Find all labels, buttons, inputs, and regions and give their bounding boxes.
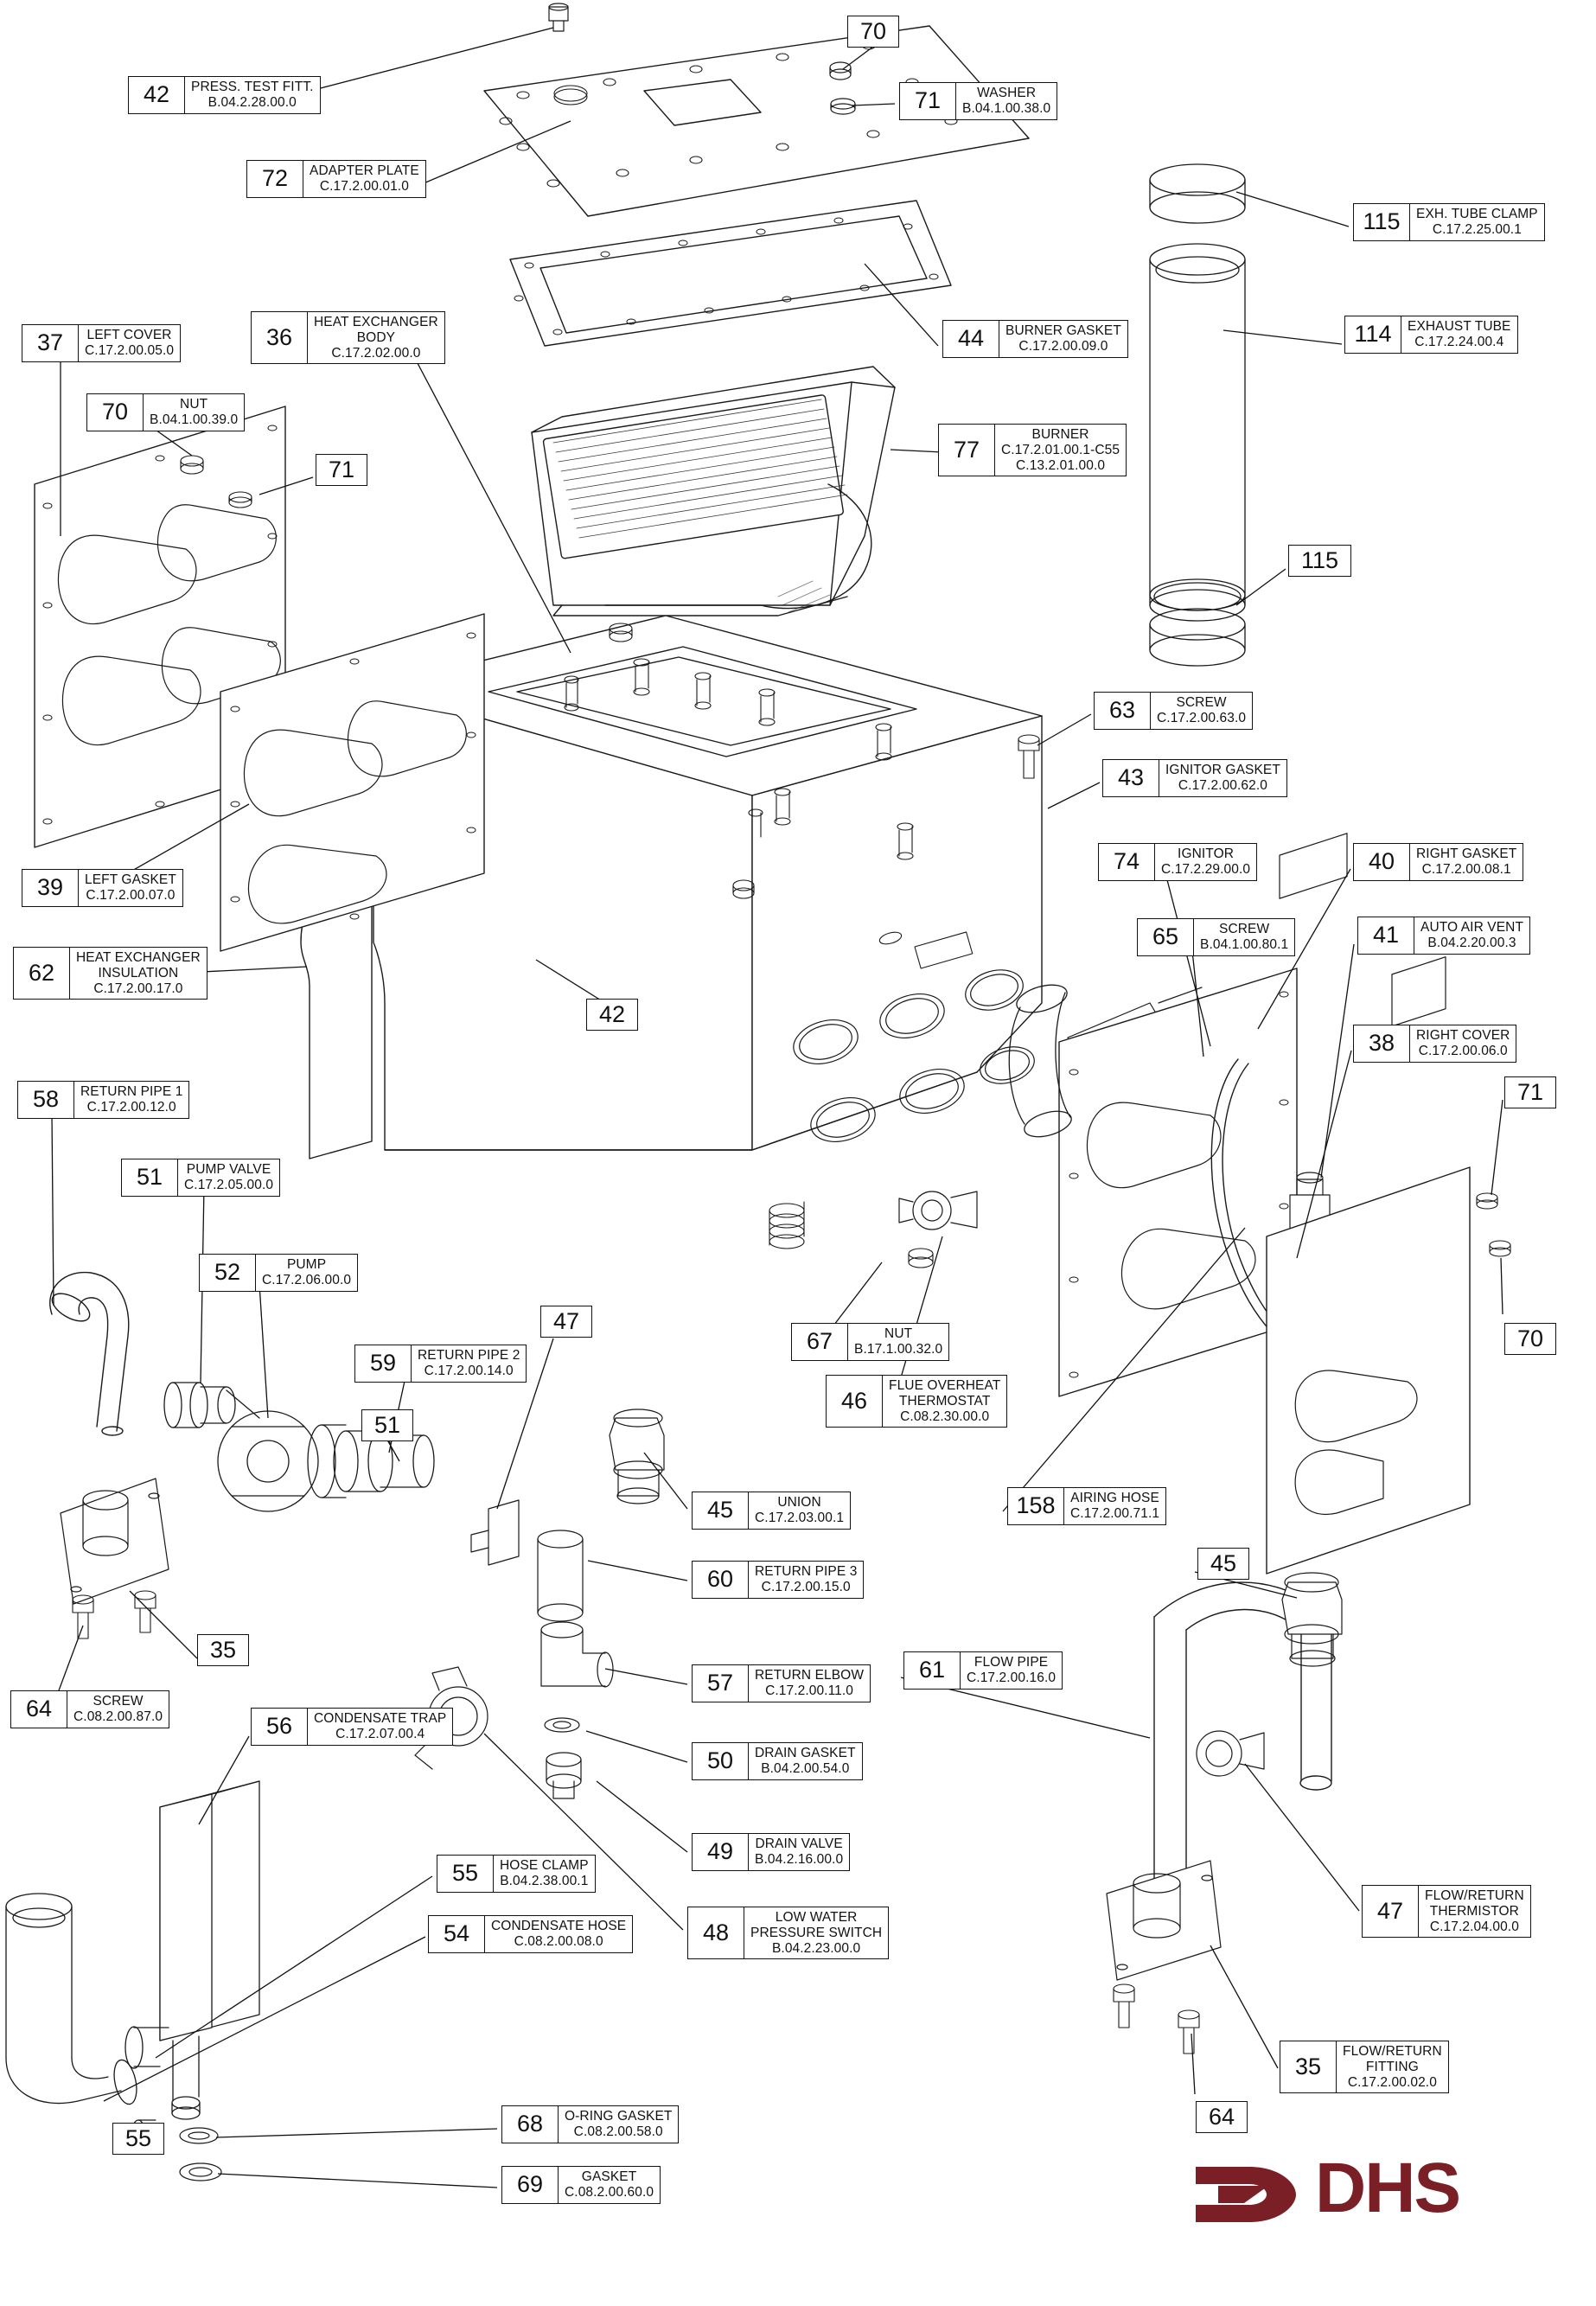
callout-text-line: B.04.1.00.80.1: [1200, 936, 1289, 952]
callout-65: [1137, 918, 1295, 956]
callout-62: [13, 947, 207, 1000]
callout-text-line: C.17.2.00.62.0: [1178, 777, 1267, 793]
callout-text-line: C.17.2.00.63.0: [1157, 710, 1247, 725]
dhs-logo: [1189, 2149, 1509, 2233]
callout-text-line: B.17.1.00.32.0: [854, 1341, 943, 1357]
callout-text: [1410, 1025, 1516, 1062]
callout-number: 45: [693, 1492, 749, 1529]
callout-text-line: C.13.2.01.00.0: [1016, 457, 1106, 473]
callout-text: [749, 1834, 849, 1870]
callout-58: [17, 1081, 189, 1119]
callout-number: 61: [904, 1652, 961, 1689]
callout-number: 59: [355, 1345, 412, 1382]
callout-text: [144, 394, 244, 431]
callout-43: [1102, 759, 1287, 797]
callout-number: 35: [210, 1637, 237, 1663]
callout-number: 69: [502, 2167, 559, 2203]
callout-39: [22, 869, 183, 907]
callout-text-line: C.17.2.00.16.0: [967, 1670, 1057, 1685]
callout-text-line: DRAIN GASKET: [755, 1746, 856, 1760]
callout-text-line: B.04.1.00.38.0: [962, 100, 1051, 116]
callout-64: [10, 1690, 169, 1728]
callout-text-line: THERMISTOR: [1429, 1903, 1519, 1919]
callout-text-line: GASKET: [581, 2169, 637, 2184]
callout-number: 55: [125, 2125, 152, 2151]
callout-59: [354, 1345, 527, 1383]
callout-number: 70: [87, 394, 144, 431]
callout-number: 51: [374, 1412, 401, 1438]
callout-text-line: HOSE CLAMP: [500, 1858, 589, 1873]
callout-text-line: IGNITOR GASKET: [1165, 763, 1280, 777]
callout-number: 115: [1354, 204, 1410, 240]
callout-text: [1155, 844, 1256, 880]
callout-number: 70: [1517, 1325, 1544, 1351]
callout-text-line: C.17.2.00.71.1: [1070, 1505, 1160, 1521]
callout-text-line: C.17.2.07.00.4: [335, 1726, 425, 1741]
callout-text-line: C.08.2.00.08.0: [514, 1933, 603, 1949]
callout-text-line: BURNER GASKET: [1005, 323, 1121, 338]
callout-47: [540, 1306, 592, 1338]
callout-text: [1337, 2041, 1448, 2092]
callout-70: [847, 16, 899, 48]
callout-text: [744, 1907, 888, 1958]
callout-text-line: FLUE OVERHEAT: [889, 1378, 1001, 1393]
callout-64: [1196, 2101, 1248, 2133]
callout-text: [749, 1562, 863, 1598]
callout-72: [246, 160, 426, 198]
callout-text-line: C.17.2.00.07.0: [86, 887, 176, 903]
callout-text-line: C.17.2.00.05.0: [85, 342, 175, 358]
callout-45: [692, 1492, 851, 1530]
callout-text: [79, 325, 180, 361]
callout-45: [1197, 1548, 1249, 1580]
callout-text-line: C.17.2.00.06.0: [1418, 1043, 1508, 1058]
callout-text-line: C.17.2.25.00.1: [1432, 221, 1522, 237]
callout-text-line: B.04.2.23.00.0: [771, 1940, 861, 1956]
callout-text: [256, 1255, 357, 1291]
callout-number: 38: [1354, 1025, 1410, 1062]
callout-52: [199, 1254, 358, 1292]
callout-number: 48: [688, 1907, 744, 1958]
callout-text-line: RETURN PIPE 3: [755, 1564, 858, 1579]
callout-text: [1159, 760, 1286, 796]
callout-text-line: C.08.2.00.60.0: [565, 2184, 654, 2200]
callout-text-line: LEFT GASKET: [85, 872, 176, 887]
callout-number: 45: [1210, 1550, 1237, 1576]
callout-number: 74: [1099, 844, 1155, 880]
callout-text-line: C.17.2.00.17.0: [93, 981, 183, 996]
callout-number: 58: [18, 1082, 74, 1118]
callout-text-line: SCREW: [93, 1694, 144, 1709]
callout-text-line: C.17.2.00.02.0: [1347, 2074, 1437, 2090]
callout-37: [22, 324, 181, 362]
callout-text: [883, 1376, 1006, 1427]
callout-text: [1410, 204, 1544, 240]
callout-text-line: C.17.2.24.00.4: [1414, 334, 1504, 349]
callout-text-line: RIGHT COVER: [1416, 1028, 1510, 1043]
callout-text-line: C.08.2.30.00.0: [900, 1409, 990, 1424]
callout-35: [1280, 2041, 1449, 2093]
callout-55: [112, 2123, 164, 2155]
callout-text: [749, 1743, 862, 1779]
callout-text: [308, 1709, 452, 1745]
callout-50: [692, 1742, 863, 1780]
callout-69: [501, 2166, 661, 2204]
callout-text-line: FITTING: [1365, 2059, 1419, 2074]
callout-text-line: NUT: [180, 397, 208, 412]
callout-number: 50: [693, 1743, 749, 1779]
callout-text-line: O-RING GASKET: [565, 2109, 673, 2124]
callout-number: 63: [1095, 693, 1151, 729]
callout-text-line: EXH. TUBE CLAMP: [1416, 207, 1538, 221]
callout-text-line: RETURN ELBOW: [755, 1668, 865, 1683]
callout-text-line: PUMP VALVE: [186, 1162, 271, 1177]
callout-text-line: ADAPTER PLATE: [310, 163, 419, 178]
callout-60: [692, 1561, 864, 1599]
callout-61: [903, 1651, 1063, 1690]
callout-63: [1094, 692, 1253, 730]
callout-text: [303, 161, 425, 197]
callout-text-line: SCREW: [1176, 695, 1227, 710]
callout-number: 158: [1008, 1488, 1064, 1524]
callout-text-line: INSULATION: [98, 965, 179, 981]
callout-number: 115: [1301, 547, 1339, 573]
callout-text: [74, 1082, 188, 1118]
callout-text: [749, 1492, 850, 1529]
callout-number: 47: [553, 1308, 580, 1334]
callout-text-line: B.04.2.00.54.0: [761, 1760, 850, 1776]
callout-text-line: C.17.2.03.00.1: [755, 1510, 845, 1525]
callout-text-line: C.08.2.00.58.0: [573, 2124, 663, 2139]
callout-text-line: C.17.2.00.14.0: [424, 1363, 514, 1378]
callout-text-line: C.17.2.00.08.1: [1421, 861, 1511, 877]
dhs-logo-text: DHS: [1315, 2149, 1460, 2227]
callout-text-line: NUT: [884, 1326, 913, 1341]
callout-42: [586, 999, 638, 1031]
callout-67: [791, 1323, 949, 1361]
callout-text: [67, 1691, 169, 1728]
callout-77: [938, 424, 1127, 476]
callout-number: 44: [943, 321, 999, 357]
callout-36: [251, 311, 445, 364]
callout-text-line: EXHAUST TUBE: [1408, 319, 1511, 334]
callout-text-line: RIGHT GASKET: [1416, 846, 1517, 861]
callout-number: 64: [1209, 2104, 1235, 2130]
callout-71: [899, 82, 1057, 120]
callout-text-line: C.17.2.01.00.1-C55: [1001, 442, 1120, 457]
callout-text-line: B.04.2.16.00.0: [755, 1851, 844, 1867]
callout-40: [1353, 843, 1523, 881]
callout-44: [942, 320, 1128, 358]
callout-number: 51: [122, 1159, 178, 1196]
callout-text-line: C.17.2.00.12.0: [86, 1099, 176, 1115]
callout-text: [1410, 844, 1523, 880]
callout-number: 43: [1103, 760, 1159, 796]
callout-text-line: SCREW: [1219, 922, 1270, 936]
callout-text-line: HEAT EXCHANGER: [76, 950, 201, 965]
callout-49: [692, 1833, 850, 1871]
callout-text-line: UNION: [777, 1495, 821, 1510]
callout-text-line: FLOW PIPE: [974, 1655, 1049, 1670]
callout-text-line: C.17.2.02.00.0: [331, 345, 421, 361]
callout-text: [559, 2167, 660, 2203]
callout-text: [308, 312, 444, 363]
callout-text: [1401, 316, 1517, 353]
callout-text: [178, 1159, 279, 1196]
callout-text: [559, 2106, 678, 2143]
callout-text-line: B.04.1.00.39.0: [150, 412, 239, 427]
callout-number: 57: [693, 1665, 749, 1702]
callout-text-line: AUTO AIR VENT: [1420, 920, 1524, 935]
callout-number: 71: [1517, 1079, 1544, 1105]
callout-number: 77: [939, 425, 995, 476]
callout-text-line: C.17.2.04.00.0: [1429, 1919, 1519, 1934]
callout-text: [494, 1856, 595, 1892]
callout-text-line: C.17.2.00.11.0: [765, 1683, 854, 1698]
callout-text-line: DRAIN VALVE: [755, 1836, 843, 1851]
callout-text: [1194, 919, 1294, 955]
callout-text-line: BURNER: [1031, 427, 1089, 442]
callout-text-line: C.17.2.00.01.0: [319, 178, 409, 194]
callout-number: 37: [22, 325, 79, 361]
callout-text-line: FLOW/RETURN: [1343, 2044, 1442, 2059]
callout-number: 52: [200, 1255, 256, 1291]
callout-51: [361, 1409, 413, 1441]
callout-number: 40: [1354, 844, 1410, 880]
callout-number: 56: [252, 1709, 308, 1745]
callout-51: [121, 1159, 280, 1197]
callout-text-line: CONDENSATE TRAP: [314, 1711, 447, 1726]
callout-text: [749, 1665, 870, 1702]
callout-70: [1504, 1323, 1556, 1355]
callout-text-line: BODY: [356, 329, 396, 345]
callout-text-line: WASHER: [977, 86, 1037, 100]
callout-70: [86, 393, 245, 431]
callout-54: [428, 1915, 633, 1953]
callout-46: [826, 1375, 1007, 1428]
callout-71: [316, 454, 367, 486]
callout-text: [956, 83, 1057, 119]
callout-text-line: C.17.2.05.00.0: [184, 1177, 274, 1192]
callout-74: [1098, 843, 1257, 881]
callout-number: 47: [1363, 1886, 1419, 1937]
callout-number: 39: [22, 870, 79, 906]
callout-47: [1362, 1885, 1531, 1938]
callout-text: [995, 425, 1126, 476]
callout-text: [1151, 693, 1252, 729]
callout-text-line: LOW WATER: [775, 1910, 858, 1925]
callout-number: 67: [792, 1324, 848, 1360]
callout-number: 70: [860, 18, 887, 44]
callout-56: [251, 1708, 453, 1746]
callout-text: [999, 321, 1127, 357]
callout-text: [1419, 1886, 1530, 1937]
callout-text: [70, 948, 207, 999]
callout-text: [1064, 1488, 1165, 1524]
callout-55: [437, 1855, 596, 1893]
callout-text-line: RETURN PIPE 2: [418, 1348, 520, 1363]
callout-number: 72: [247, 161, 303, 197]
callout-text-line: THERMOSTAT: [898, 1393, 991, 1409]
callout-114: [1344, 316, 1518, 354]
callout-text-line: C.17.2.00.15.0: [761, 1579, 851, 1594]
callout-text-line: AIRING HOSE: [1070, 1491, 1159, 1505]
callout-number: 68: [502, 2106, 559, 2143]
callout-text-line: PRESS. TEST FITT.: [191, 80, 314, 94]
callout-number: 41: [1358, 917, 1414, 954]
callout-number: 46: [827, 1376, 883, 1427]
callout-number: 64: [11, 1691, 67, 1728]
callout-text-line: B.04.2.28.00.0: [207, 94, 297, 110]
callout-number: 114: [1345, 316, 1401, 353]
callout-158: [1007, 1487, 1166, 1525]
callout-text: [185, 77, 320, 113]
callout-number: 65: [1138, 919, 1194, 955]
callout-text-line: HEAT EXCHANGER: [314, 315, 438, 329]
callout-48: [687, 1907, 889, 1959]
callout-text-line: RETURN PIPE 1: [80, 1084, 183, 1099]
callout-71: [1504, 1076, 1556, 1108]
callout-number: 49: [693, 1834, 749, 1870]
callout-text: [412, 1345, 526, 1382]
callout-text-line: PUMP: [286, 1257, 327, 1272]
callout-text-line: CONDENSATE HOSE: [491, 1919, 627, 1933]
callout-text-line: LEFT COVER: [86, 328, 172, 342]
callout-38: [1353, 1025, 1516, 1063]
callout-text-line: C.08.2.00.87.0: [73, 1709, 163, 1724]
callout-text: [79, 870, 182, 906]
callout-number: 60: [693, 1562, 749, 1598]
callout-number: 36: [252, 312, 308, 363]
callout-text: [485, 1916, 632, 1952]
callout-number: 71: [900, 83, 956, 119]
callout-number: 42: [129, 77, 185, 113]
callout-text: [1414, 917, 1529, 954]
callout-text-line: FLOW/RETURN: [1425, 1888, 1524, 1903]
callout-number: 55: [437, 1856, 494, 1892]
callout-text-line: C.17.2.29.00.0: [1161, 861, 1251, 877]
callout-text-line: B.04.2.38.00.1: [500, 1873, 589, 1888]
callout-68: [501, 2105, 679, 2143]
dhs-logo-mark: [1189, 2153, 1310, 2233]
callout-115: [1353, 203, 1545, 241]
callout-42: [128, 76, 321, 114]
callout-number: 54: [429, 1916, 485, 1952]
callout-text: [961, 1652, 1062, 1689]
callout-41: [1357, 917, 1530, 955]
callout-number: 35: [1280, 2041, 1337, 2092]
callout-text-line: IGNITOR: [1178, 846, 1235, 861]
callout-number: 62: [14, 948, 70, 999]
callout-text-line: C.17.2.00.09.0: [1018, 338, 1108, 354]
callout-text-line: C.17.2.06.00.0: [262, 1272, 352, 1287]
callout-number: 42: [599, 1001, 626, 1027]
callout-text-line: B.04.2.20.00.3: [1427, 935, 1516, 950]
callout-number: 71: [329, 457, 355, 482]
callout-57: [692, 1664, 871, 1702]
callout-text: [848, 1324, 948, 1360]
callout-115: [1288, 545, 1351, 577]
callout-text-line: PRESSURE SWITCH: [750, 1925, 883, 1940]
callout-35: [197, 1634, 249, 1666]
